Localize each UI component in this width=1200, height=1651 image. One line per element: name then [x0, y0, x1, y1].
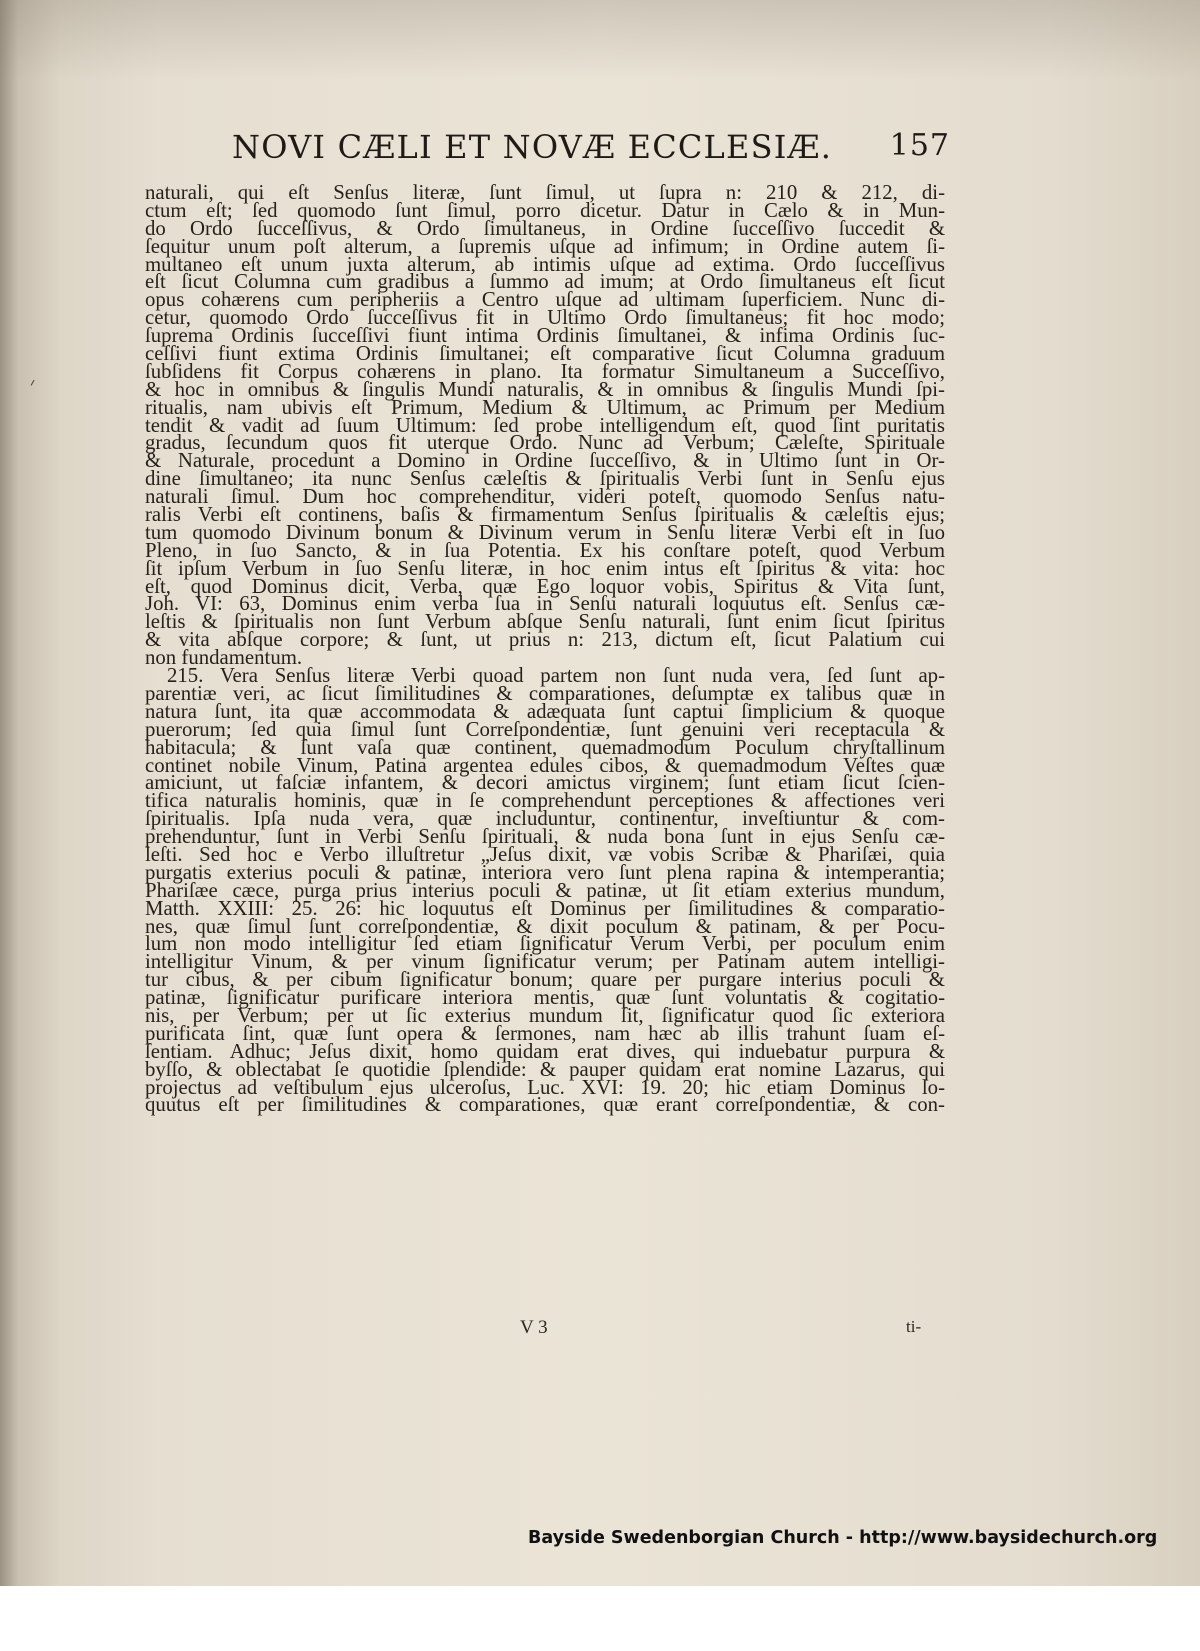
text-line: & vita abſque corpore; & ſunt, ut prius n: 213, dictum eſt, ſicut Palatium cui	[145, 628, 945, 652]
text-line: patinæ, ſignificatur purificare interiora mentis, quæ ſunt voluntatis & cogitatio-	[145, 986, 945, 1010]
running-title: NOVI CÆLI ET NOVÆ ECCLESIÆ.	[232, 128, 833, 166]
text-line: multaneo eſt unum juxta alterum, ab intimis uſque ad extima. Ordo ſucceſſivus	[145, 252, 945, 276]
text-line: Matth. XXIII: 25. 26: hic loquutus eſt Dominus per ſimilitudines & comparatio-	[145, 896, 945, 920]
body-text	[145, 181, 945, 1117]
text-line: tendit & vadit ad ſuum Ultimum: ſed probe intelligendum eſt, quod ſint puritatis	[145, 413, 945, 437]
text-line: ſentiam. Adhuc; Jeſus dixit, homo quidam erat dives, qui induebatur purpura &	[145, 1039, 945, 1063]
text-line: parentiæ veri, ac ſicut ſimilitudines & comparationes, deſumptæ ex talibus quæ in	[145, 681, 945, 705]
page-number: 157	[889, 128, 950, 163]
text-line: lum non modo intelligitur ſed etiam ſignificatur Verum Verbi, per poculum enim	[145, 932, 945, 956]
text-line: habitacula; & ſunt vaſa quæ continent, quemadmodum Poculum chryſtallinum	[145, 735, 945, 759]
text-line: gradus, ſecundum quos fit uterque Ordo. Nunc ad Verbum; Cæleſte, Spirituale	[145, 431, 945, 455]
text-line: tum quomodo Divinum bonum & Divinum verum in Senſu literæ Verbi eſt in ſuo	[145, 520, 945, 544]
text-line: 215. Vera Senſus literæ Verbi quoad partem non ſunt nuda vera, ſed ſunt ap-	[167, 664, 945, 688]
text-line: ſuprema Ordinis ſucceſſivi fiunt intima Ordinis ſimultanei, & infima Ordinis ſuc-	[145, 324, 945, 348]
text-line: leſti. Sed hoc e Verbo illuſtretur „Jeſus dixit, væ vobis Scribæ & Phariſæi, quia	[145, 842, 945, 866]
text-line: leſtis & ſpiritualis non ſunt Verbum abſque Senſu naturali, ſunt enim ſicut ſpiritus	[145, 610, 945, 634]
text-line: tur cibus, & per cibum ſignificatur bonum; quare per purgare interius poculi &	[145, 968, 945, 992]
text-line: intelligitur Vinum, & per vinum ſignificatur verum; per Patinam autem intelligi-	[145, 950, 945, 974]
text-line: purgatis exterius poculi & patinæ, interiora vero ſunt plena rapina & intemperantia;	[145, 860, 945, 884]
text-line: ctum eſt; ſed quomodo ſunt ſimul, porro dicetur. Datur in Cælo & in Mun-	[145, 198, 945, 222]
text-line: ſubſidens fit Corpus cohærens in plano. Ita formatur Simultaneum a Succeſſivo,	[145, 359, 945, 383]
text-line: ritualis, nam ubivis eſt Primum, Medium & Ultimum, ac Primum per Medium	[145, 395, 945, 419]
text-line: eſt, quod Dominus dicit, Verba, quæ Ego loquor vobis, Spiritus & Vita ſunt,	[145, 574, 945, 598]
text-line: dine ſimultaneo; ita nunc Senſus cæleſtis & ſpiritualis Verbi ſunt in Senſu ejus	[145, 467, 945, 491]
text-line: projectus ad veſtibulum ejus ulceroſus, Luc. XVI: 19. 20; hic etiam Dominus lo-	[145, 1075, 945, 1099]
text-line: eſt ſicut Columna cum gradibus a ſummo ad imum; at Ordo ſimultaneus eſt ſicut	[145, 270, 945, 294]
text-line: ralis Verbi eſt continens, baſis & firmamentum Senſus ſpiritualis & cæleſtis ejus;	[145, 503, 945, 527]
text-line: nis, per Verbum; per ut ſic exterius mundum ſit, ſignificatur quod ſic exteriora	[145, 1003, 945, 1027]
text-line: cetur, quomodo Ordo ſucceſſivus fit in Ultimo Ordo ſimultaneus; fit hoc modo;	[145, 306, 945, 330]
text-line: Pleno, in ſuo Sancto, & in ſua Potentia. Ex his conſtare poteſt, quod Verbum	[145, 538, 945, 562]
text-line: amiciunt, ut faſciæ infantem, & decori amictus virginem; ſunt etiam ſicut ſcien-	[145, 771, 945, 795]
page-shadow	[0, 0, 1200, 80]
text-line: Joh. VI: 63, Dominus enim verba ſua in Senſu naturali loquutus eſt. Senſus cæ-	[145, 592, 945, 616]
text-line: do Ordo ſucceſſivus, & Ordo ſimultaneus, in Ordine ſucceſſivo ſuccedit &	[145, 216, 945, 240]
text-line: & Naturale, procedunt a Domino in Ordine ſucceſſivo, & in Ultimo ſunt in Or-	[145, 449, 945, 473]
text-line: puerorum; ſed quia ſimul ſunt Correſpondentiæ, ſunt genuini veri receptacula &	[145, 717, 945, 741]
text-line: purificata ſint, quæ ſunt opera & ſermones, nam hæc ab illis trahunt ſuam eſ-	[145, 1021, 945, 1045]
signature-mark: V 3	[520, 1317, 548, 1338]
text-line: nes, quæ ſimul ſunt correſpondentiæ, & dixit poculum & patinam, & per Pocu-	[145, 914, 945, 938]
text-line: continet nobile Vinum, Patina argentea edules cibos, & quemadmodum Veſtes quæ	[145, 753, 945, 777]
catchword: ti-	[906, 1317, 922, 1336]
text-line: opus cohærens cum peripheriis a Centro uſque ad ultimam ſuperficiem. Nunc di-	[145, 288, 945, 312]
text-line: quutus eſt per ſimilitudines & comparationes, quæ erant correſpondentiæ, & con-	[145, 1093, 945, 1117]
text-line: tifica naturalis hominis, quæ in ſe comprehendunt perceptiones & affectiones veri	[145, 789, 945, 813]
text-line: natura ſunt, ita quæ accommodata & adæquata ſunt captui ſimplicium & quoque	[145, 699, 945, 723]
text-line: prehenduntur, ſunt in Verbi Senſu ſpirituali, & nuda bona ſunt in ejus Senſu cæ-	[145, 825, 945, 849]
text-line: ſequitur unum poſt alterum, a ſupremis uſque ad infimum; in Ordine autem ſi-	[145, 234, 945, 258]
text-line: byſſo, & oblectabat ſe quotidie ſplendide: & pauper quidam erat nomine Lazarus, qui	[145, 1057, 945, 1081]
text-line: & hoc in omnibus & ſingulis Mundi naturalis, & in omnibus & ſingulis Mundi ſpi-	[145, 377, 945, 401]
text-line: naturali ſimul. Dum hoc comprehenditur, videri poteſt, quomodo Senſus natu-	[145, 485, 945, 509]
page-header	[232, 128, 950, 174]
text-line: ſpiritualis. Ipſa nuda vera, quæ includuntur, continentur, inveſtiuntur & com-	[145, 807, 945, 831]
margin-mark	[31, 380, 36, 386]
footer-credit: Bayside Swedenborgian Church - http://www.baysidechurch.org	[528, 1528, 1158, 1548]
footer-bar	[0, 1586, 1200, 1651]
text-line: ceſſivi fiunt extima Ordinis ſimultanei; eſt comparative ſicut Columna graduum	[145, 342, 945, 366]
text-line: naturali, qui eſt Senſus literæ, ſunt ſimul, ut ſupra n: 210 & 212, di-	[145, 181, 945, 204]
text-line: Phariſæe cæce, purga prius interius poculi & patinæ, ut ſit etiam exterius mundum,	[145, 878, 945, 902]
text-line: non fundamentum.	[145, 646, 303, 670]
text-line: ſit ipſum Verbum in ſuo Senſu literæ, in hoc enim intus eſt ſpiritus & vita: hoc	[145, 556, 945, 580]
